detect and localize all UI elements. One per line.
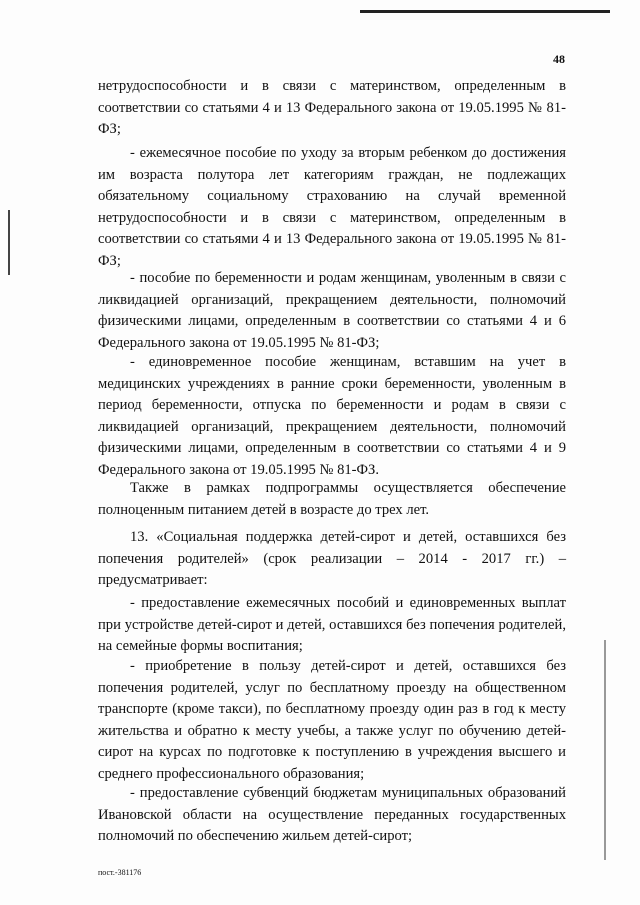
paragraph-monthly-allowance: - ежемесячное пособие по уходу за вторым ребенком до достижения им возраста полутора лет категориям граждан, не подлежащих обязательному социальному страхованию на случай временной нетрудоспособности и в связи с материнством, определенным в соответствии со статьями 4 и 13 Федерального закона от 19.05.1995 № 81-ФЗ;: [98, 145, 566, 269]
scan-right-edge: [604, 640, 606, 860]
paragraph-maternity-allowance: - пособие по беременности и родам женщинам, уволенным в связи с ликвидацией организаций, прекращением деятельности, полномочий физическими лицами, определенным в соответствии со статьями 4 и 6 Федерального закона от 19.05.1995 № 81-ФЗ;: [98, 270, 566, 351]
paragraph-one-time-allowance: - единовременное пособие женщинам, вставшим на учет в медицинских учреждениях в ранние сроки беременности, уволенным в период беременности, отпуска по беременности и родам в связи с ликвидацией организаций, прекращением деятельности, полномочий физическими лицами, определенным в соответствии со статьями 4 и 9 Федерального закона от 19.05.1995 № 81-ФЗ.: [98, 354, 566, 478]
scan-left-mark: [8, 210, 10, 275]
paragraph-subventions: - предоставление субвенций бюджетам муниципальных образований Ивановской области на осуществление переданных государственных полномочий по обеспечению жильем детей-сирот;: [98, 785, 566, 844]
page-number: 48: [553, 52, 565, 66]
paragraph-payments: - предоставление ежемесячных пособий и единовременных выплат при устройстве детей-сирот и детей, оставшихся без попечения родителей, на семейные формы воспитания;: [98, 595, 566, 654]
paragraph-section-13: 13. «Социальная поддержка детей-сирот и детей, оставшихся без попечения родителей» (срок реализации – 2014 - 2017 гг.) – предусматривает:: [98, 529, 566, 588]
footer-code: пост.-381176: [98, 868, 142, 877]
paragraph-nutrition: Также в рамках подпрограммы осуществляется обеспечение полноценным питанием детей в возрасте до трех лет.: [98, 480, 566, 518]
scan-top-rule: [360, 10, 610, 13]
paragraph-travel-services: - приобретение в пользу детей-сирот и детей, оставшихся без попечения родителей, услуг по бесплатному проезду на общественном транспорте (кроме такси), по бесплатному проезду один раз в год к месту жительства и обратно к месту учебы, а также услуг по обучению детей-сирот на курсах по подготовке к поступлению в учреждения высшего и среднего профессионального образования;: [98, 658, 566, 782]
paragraph-continuation: нетрудоспособности и в связи с материнством, определенным в соответствии со статьями 4 и 13 Федерального закона от 19.05.1995 № 81-ФЗ;: [98, 78, 566, 137]
